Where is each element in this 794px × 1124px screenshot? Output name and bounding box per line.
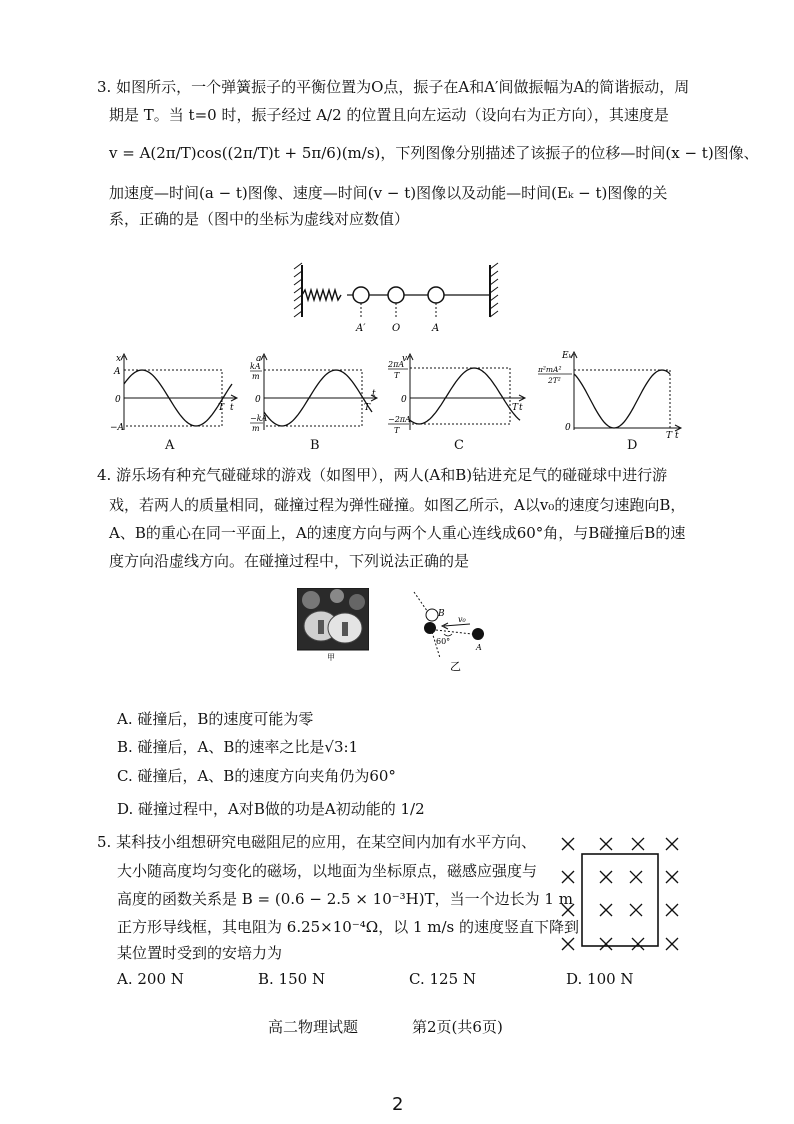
collision-angle-label: 60° xyxy=(436,637,451,646)
graph-c-bottom-denominator: T xyxy=(394,426,400,434)
graph-b-top-denominator: m xyxy=(252,372,260,381)
q5-line-3: 高度的函数关系是 B = (0.6 − 2.5 × 10⁻³H)T，当一个边长为 1 m xyxy=(117,890,573,908)
q5-line-5: 某位置时受到的安培力为 xyxy=(117,944,283,962)
bumper-ball-photo xyxy=(297,588,369,662)
spring-label-o: O xyxy=(392,323,401,334)
q5-line-4: 正方形导线框，其电阻为 6.25×10⁻⁴Ω，以 1 m/s 的速度竖直下降到 xyxy=(117,918,580,936)
graph-d-zero-label: 0 xyxy=(565,423,571,433)
graph-a-bottom-label: −A xyxy=(110,423,125,433)
graph-c-option-label: C xyxy=(454,438,464,453)
graph-d-top-numerator: π²mA² xyxy=(538,365,562,374)
q5-option-b: B. 150 N xyxy=(258,970,326,988)
graph-d-t-end-label: T xyxy=(666,431,673,438)
q3-line-5: 系，正确的是（图中的坐标为虚线对应数值） xyxy=(109,210,410,228)
graph-c-t-end-label: T xyxy=(512,403,519,413)
footer-page-info: 第2页(共6页) xyxy=(412,1018,503,1036)
graph-b-bottom-numerator: −kA xyxy=(250,414,268,423)
graph-b-t-end-label: T xyxy=(364,403,371,413)
q3-line-2: 期是 T。当 t=0 时，振子经过 A/2 的位置且向左运动（设向右为正方向），其速度是 xyxy=(109,106,669,124)
footer-title: 高二物理试题 xyxy=(268,1018,359,1036)
q4-line-3: A、B的重心在同一平面上，A的速度方向与两个人重心连线成60°角，与B碰撞后B的速 xyxy=(109,524,686,542)
graph-c-x-axis-label: t xyxy=(519,403,523,413)
q3-line-1: 3. 如图所示，一个弹簧振子的平衡位置为O点，振子在A和A′间做振幅为A的简谐振动，周 xyxy=(97,78,690,96)
q4-line-4: 度方向沿虚线方向。在碰撞过程中，下列说法正确的是 xyxy=(109,552,470,570)
graph-b-a-t xyxy=(250,352,380,434)
q4-option-c: C. 碰撞后，A、B的速度方向夹角仍为60° xyxy=(117,767,396,785)
q3-line-3: v = A(2π/T)cos((2π/T)t + 5π/6)(m/s)，下列图像分别描述了该振子的位移—时间(x − t)图像、 xyxy=(109,144,759,162)
graph-c-bottom-numerator: −2πA xyxy=(388,415,411,424)
collision-label-b: B xyxy=(438,609,445,619)
graph-c-top-numerator: 2πA xyxy=(388,360,405,369)
graph-d-top-denominator: 2T² xyxy=(548,376,561,385)
magnetic-field-figure xyxy=(556,832,686,962)
graph-b-x-axis-label: t xyxy=(372,389,376,399)
q3-line-4: 加速度—时间(a − t)图像、速度—时间(v − t)图像以及动能—时间(Eₖ − t)图像的关 xyxy=(109,184,668,202)
graph-d-y-axis-label: Eₖ xyxy=(562,351,572,361)
graph-a-x-axis-label: t xyxy=(230,403,234,413)
graph-a-x-t xyxy=(110,352,240,434)
graph-d-ek-t xyxy=(534,348,684,438)
q4-line-1: 4. 游乐场有种充气碰碰球的游戏（如图甲），两人(A和B)钻进充足气的碰碰球中进行游 xyxy=(97,466,668,484)
graph-b-top-numerator: kA xyxy=(250,362,261,371)
graph-a-y-axis-label: x xyxy=(116,354,122,364)
graph-b-zero-label: 0 xyxy=(255,395,261,405)
q5-option-c: C. 125 N xyxy=(409,970,477,988)
graph-d-x-axis-label: t xyxy=(675,431,679,438)
graph-a-option-label: A xyxy=(165,438,175,453)
page-number: 2 xyxy=(392,1094,404,1115)
q4-option-b: B. 碰撞后，A、B的速率之比是√3:1 xyxy=(117,738,359,756)
graph-c-top-denominator: T xyxy=(394,371,400,380)
graph-c-y-axis-label: v xyxy=(402,354,408,364)
graph-a-t-end-label: T xyxy=(218,403,225,413)
q4-option-a: A. 碰撞后，B的速度可能为零 xyxy=(117,710,314,728)
graph-d-option-label: D xyxy=(627,438,638,453)
collision-diagram xyxy=(410,590,510,672)
collision-diagram-caption: 乙 xyxy=(450,660,461,672)
spring-label-a-prime: A′ xyxy=(356,323,366,334)
graph-c-v-t xyxy=(388,352,528,434)
q4-line-2: 戏，若两人的质量相同，碰撞过程为弹性碰撞。如图乙所示，A以v₀的速度匀速跑向B， xyxy=(109,496,686,514)
q5-option-a: A. 200 N xyxy=(117,970,184,988)
graph-b-option-label: B xyxy=(310,438,320,453)
spring-oscillator-figure xyxy=(290,255,505,335)
graph-a-zero-label: 0 xyxy=(115,395,121,405)
graph-c-zero-label: 0 xyxy=(401,395,407,405)
q5-option-d: D. 100 N xyxy=(566,970,634,988)
q5-line-2: 大小随高度均匀变化的磁场，以地面为坐标原点，磁感应强度与 xyxy=(117,862,538,880)
spring-label-a: A xyxy=(432,323,440,334)
collision-label-a: A xyxy=(476,643,482,652)
graph-b-bottom-denominator: m xyxy=(252,424,260,433)
graph-b-y-axis-label: a xyxy=(256,354,262,364)
collision-v0-label: v₀ xyxy=(458,615,466,624)
q5-line-1: 5. 某科技小组想研究电磁阻尼的应用，在某空间内加有水平方向、 xyxy=(97,833,537,851)
q4-option-d: D. 碰撞过程中，A对B做的功是A初动能的 1/2 xyxy=(117,800,425,818)
graph-a-top-label: A xyxy=(114,367,121,377)
bumper-ball-photo-caption: 甲 xyxy=(327,653,335,662)
